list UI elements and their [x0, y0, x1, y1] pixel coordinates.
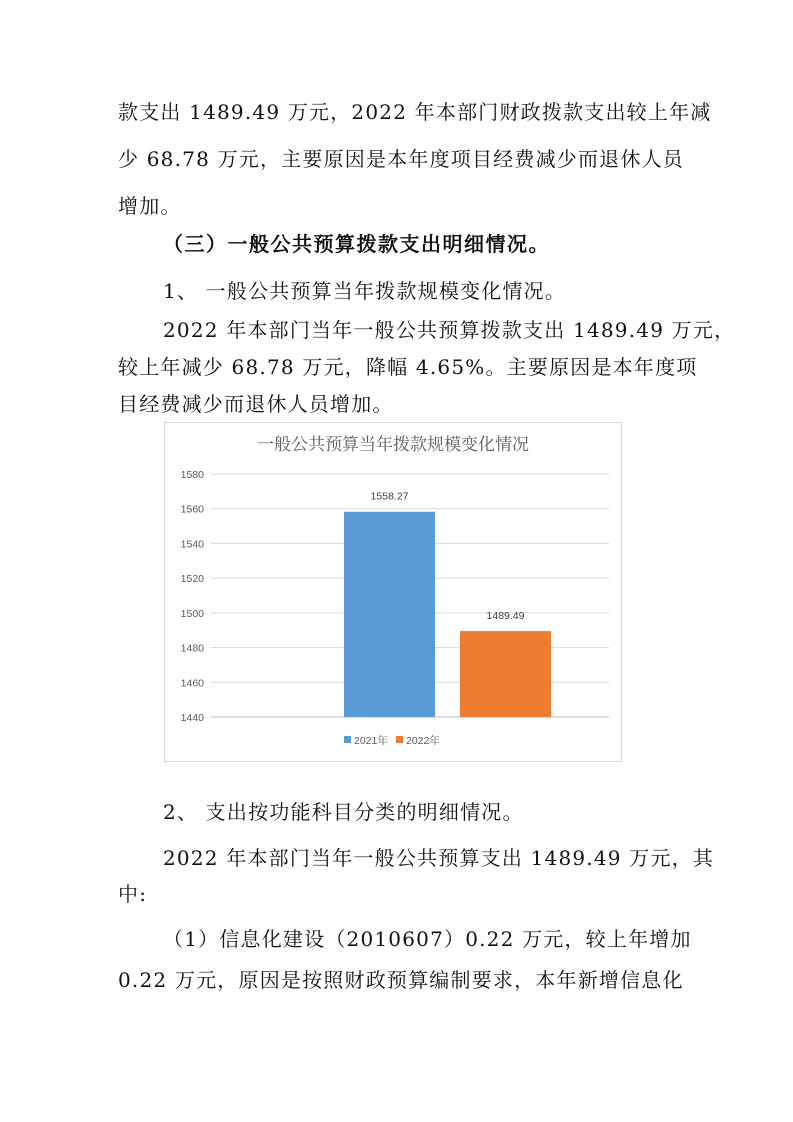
paragraph-line: 款支出 1489.49 万元，2022 年本部门财政拨款支出较上年减	[118, 100, 712, 124]
paragraph-line: 较上年减少 68.78 万元，降幅 4.65%。主要原因是本年度项	[118, 355, 698, 379]
legend-label: 2022年	[406, 735, 440, 747]
paragraph-line: 2022 年本部门当年一般公共预算支出 1489.49 万元，其	[163, 846, 715, 870]
y-tick-label: 1580	[180, 469, 204, 481]
paragraph-line: 0.22 万元，原因是按照财政预算编制要求，本年新增信息化	[118, 968, 684, 992]
chart-canvas	[165, 423, 621, 761]
data-label: 1558.27	[370, 490, 409, 503]
legend-swatch	[396, 736, 403, 743]
bar-chart	[164, 422, 622, 762]
bar-2022年	[460, 631, 551, 717]
y-tick-label: 1440	[180, 712, 204, 724]
paragraph-line: 目经费减少而退休人员增加。	[118, 392, 394, 416]
y-tick-label: 1480	[180, 642, 204, 655]
y-tick-label: 1500	[180, 607, 204, 620]
y-tick-label: 1560	[180, 503, 204, 516]
y-axis-ticks	[181, 469, 205, 724]
chart-title: 一般公共预算当年拨款规模变化情况	[257, 435, 529, 455]
data-label: 1489.49	[486, 610, 525, 623]
legend-swatch	[344, 736, 351, 743]
subsection-heading: 1、 一般公共预算当年拨款规模变化情况。	[163, 279, 567, 303]
paragraph-line: 少 68.78 万元，主要原因是本年度项目经费减少而退休人员	[118, 147, 684, 171]
paragraph-line: 2022 年本部门当年一般公共预算拨款支出 1489.49 万元，	[163, 318, 736, 342]
bar-2021年	[344, 512, 435, 717]
subsection-heading: 2、 支出按功能科目分类的明细情况。	[163, 800, 524, 824]
chart-legend	[344, 734, 440, 747]
y-tick-label: 1520	[180, 573, 204, 586]
y-tick-label: 1460	[180, 677, 204, 690]
section-heading: （三）一般公共预算拨款支出明细情况。	[163, 232, 550, 256]
paragraph-line: 增加。	[118, 194, 182, 218]
paragraph-line: 中:	[118, 882, 148, 906]
y-tick-label: 1540	[180, 538, 204, 551]
paragraph-line: （1）信息化建设（2010607）0.22 万元，较上年增加	[163, 927, 692, 951]
legend-label: 2021年	[354, 735, 388, 747]
